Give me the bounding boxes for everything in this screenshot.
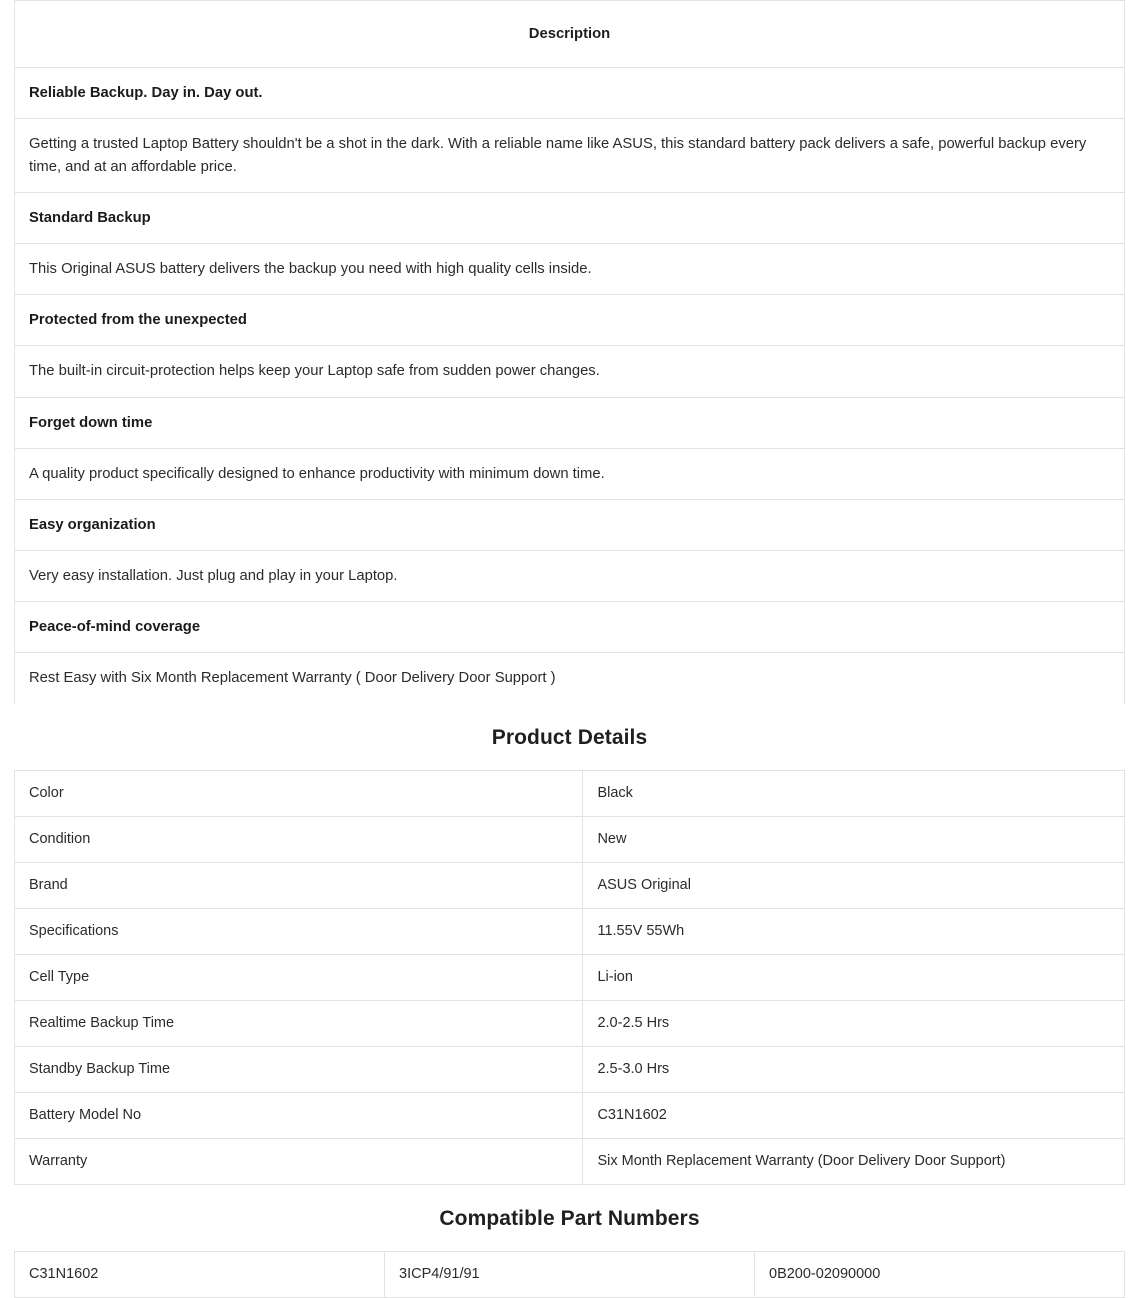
detail-value: 11.55V 55Wh: [583, 908, 1125, 954]
detail-label: Battery Model No: [15, 1092, 583, 1138]
detail-value: ASUS Original: [583, 862, 1125, 908]
product-details-section: [14, 704, 1125, 1185]
compatible-part-numbers-title: Compatible Part Numbers: [439, 1206, 700, 1230]
description-body-row: [15, 243, 1124, 294]
detail-label: Condition: [15, 816, 583, 862]
description-body: Rest Easy with Six Month Replacement Warranty ( Door Delivery Door Support ): [15, 653, 1124, 704]
table-row: [15, 1251, 1125, 1297]
description-heading: Easy organization: [15, 499, 1124, 550]
description-heading-row: [15, 397, 1124, 448]
detail-label: Warranty: [15, 1138, 583, 1184]
detail-value: C31N1602: [583, 1092, 1125, 1138]
description-heading: Forget down time: [15, 397, 1124, 448]
detail-label: Color: [15, 770, 583, 816]
detail-value: Li-ion: [583, 954, 1125, 1000]
description-title-row: [15, 1, 1124, 68]
table-row: [15, 770, 1125, 816]
detail-value: New: [583, 816, 1125, 862]
description-body: This Original ASUS battery delivers the backup you need with high quality cells inside.: [15, 243, 1124, 294]
description-heading: Peace-of-mind coverage: [15, 602, 1124, 653]
detail-label: Standby Backup Time: [15, 1046, 583, 1092]
part-number-cell: C31N1602: [15, 1251, 385, 1297]
description-body-row: [15, 653, 1124, 704]
description-table: [15, 1, 1124, 704]
detail-label: Cell Type: [15, 954, 583, 1000]
description-heading-row: [15, 192, 1124, 243]
description-body-row: [15, 119, 1124, 192]
description-body: A quality product specifically designed to enhance productivity with minimum down time.: [15, 448, 1124, 499]
table-row: [15, 908, 1125, 954]
part-number-cell: 0B200-02090000: [755, 1251, 1125, 1297]
table-row: [15, 1092, 1125, 1138]
part-number-cell: 3ICP4/91/91: [385, 1251, 755, 1297]
description-body: Very easy installation. Just plug and play in your Laptop.: [15, 551, 1124, 602]
product-details-title: Product Details: [491, 725, 648, 749]
detail-label: Brand: [15, 862, 583, 908]
description-heading-row: [15, 295, 1124, 346]
detail-value: 2.0-2.5 Hrs: [583, 1000, 1125, 1046]
description-heading-row: [15, 602, 1124, 653]
description-body: Getting a trusted Laptop Battery shouldn't be a shot in the dark. With a reliable name like ASUS, this standard battery pack delivers a safe, powerful backup every time, and at an affordable price.: [15, 119, 1124, 192]
description-body: The built-in circuit-protection helps keep your Laptop safe from sudden power changes.: [15, 346, 1124, 397]
description-body-row: [15, 551, 1124, 602]
description-section: [14, 0, 1125, 704]
detail-value: Six Month Replacement Warranty (Door Delivery Door Support): [583, 1138, 1125, 1184]
description-heading: Protected from the unexpected: [15, 295, 1124, 346]
product-details-table: [14, 770, 1125, 1185]
compatible-part-numbers-section: [14, 1185, 1125, 1298]
table-row: [15, 1000, 1125, 1046]
detail-label: Realtime Backup Time: [15, 1000, 583, 1046]
detail-value: 2.5-3.0 Hrs: [583, 1046, 1125, 1092]
table-row: [15, 954, 1125, 1000]
description-title: Description: [528, 26, 611, 42]
description-heading: Standard Backup: [15, 192, 1124, 243]
description-body-row: [15, 346, 1124, 397]
table-row: [15, 862, 1125, 908]
description-heading-row: [15, 68, 1124, 119]
description-heading-row: [15, 499, 1124, 550]
detail-label: Specifications: [15, 908, 583, 954]
table-row: [15, 816, 1125, 862]
description-heading: Reliable Backup. Day in. Day out.: [15, 68, 1124, 119]
table-row: [15, 1138, 1125, 1184]
table-row: [15, 1046, 1125, 1092]
detail-value: Black: [583, 770, 1125, 816]
description-body-row: [15, 448, 1124, 499]
